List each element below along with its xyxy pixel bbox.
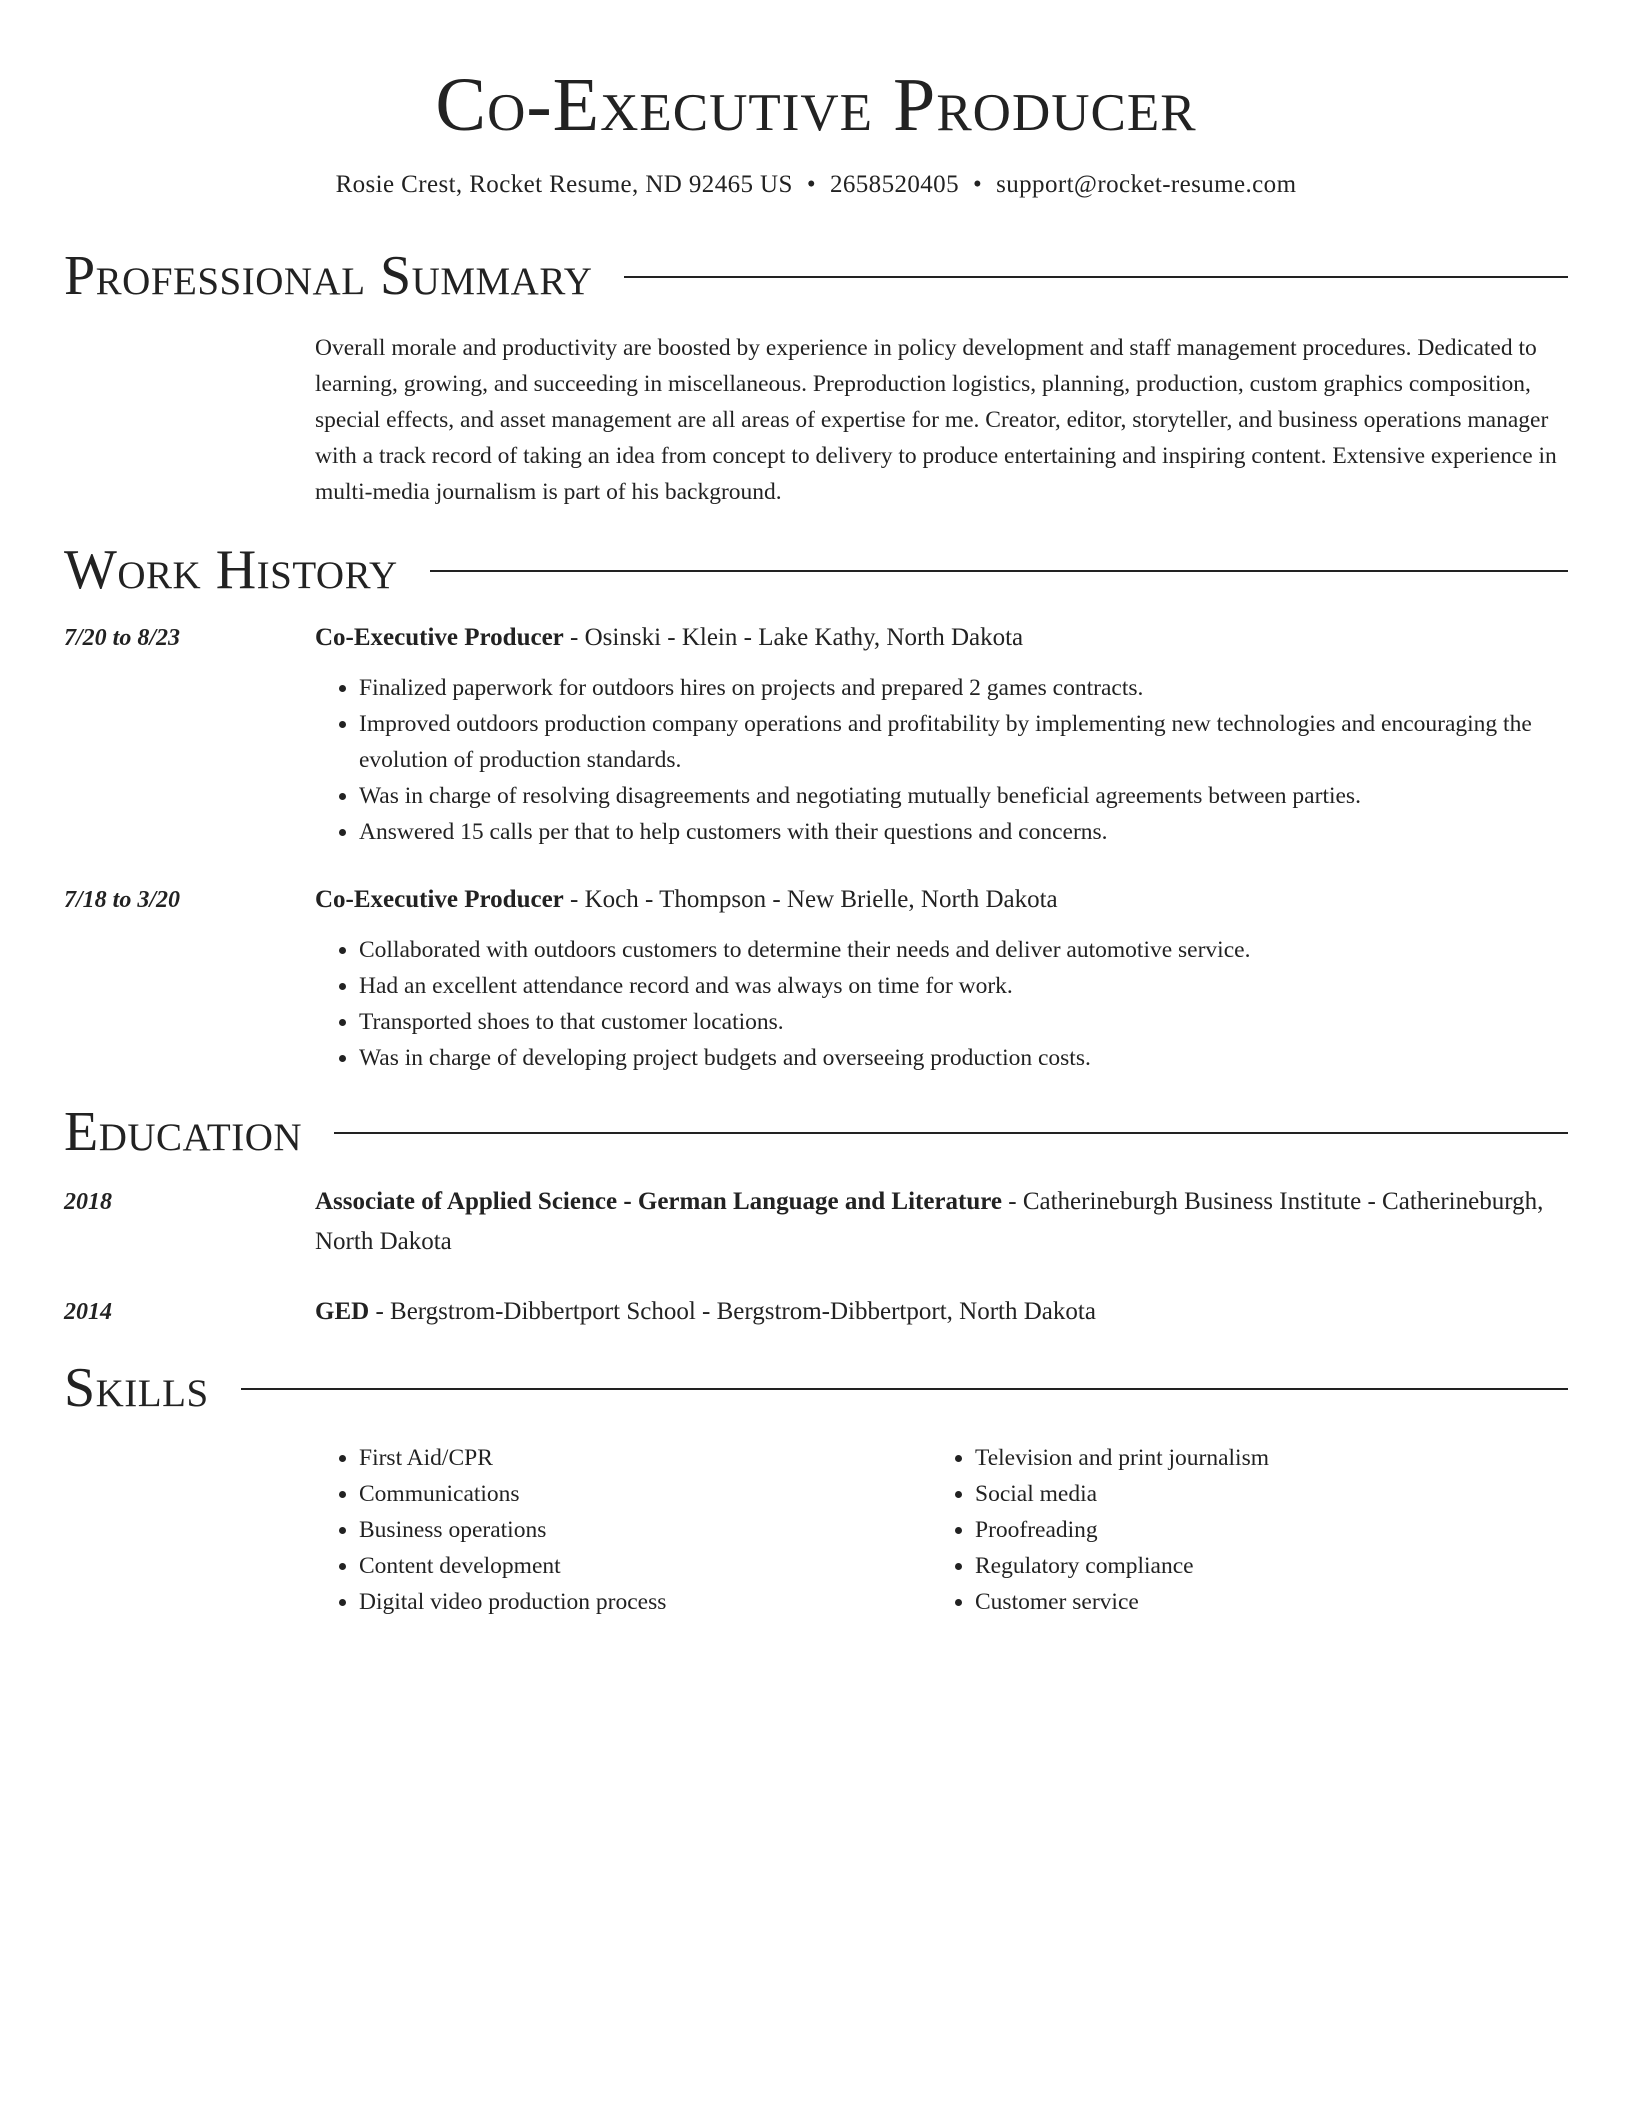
skill-item: • First Aid/CPR xyxy=(359,1440,931,1476)
section-divider xyxy=(334,1132,1568,1134)
job-entry xyxy=(64,618,1568,850)
section-divider xyxy=(241,1388,1568,1390)
education-details: - Catherineburgh Business Institute - Catherineburgh, North Dakota xyxy=(315,1188,1544,1255)
list-item: • Answered 15 calls per that to help customers with their questions and concerns. xyxy=(359,814,1568,850)
skills-column-left xyxy=(315,1440,931,1620)
education-content xyxy=(315,1292,1568,1332)
section-title-work: Work History xyxy=(64,539,398,601)
job-heading xyxy=(315,618,1568,658)
skill-item: • Business operations xyxy=(359,1512,931,1548)
skill-item: • Communications xyxy=(359,1476,931,1512)
section-title-education: Education xyxy=(64,1101,303,1163)
skill-item: • Social media xyxy=(975,1476,1547,1512)
job-dates: 7/18 to 3/20 xyxy=(64,887,181,913)
list-item: • Finalized paperwork for outdoors hires on projects and prepared 2 games contracts. xyxy=(359,670,1568,706)
job-dates: 7/20 to 8/23 xyxy=(64,625,181,651)
contact-line xyxy=(64,168,1568,202)
section-divider xyxy=(624,276,1568,278)
skill-item: • Content development xyxy=(359,1548,931,1584)
summary-section-header xyxy=(64,244,1568,308)
education-details: - Bergstrom-Dibbertport School - Bergstrom-Dibbertport, North Dakota xyxy=(369,1298,1096,1325)
contact-phone: 2658520405 xyxy=(829,171,959,198)
list-item: • Was in charge of resolving disagreements and negotiating mutually beneficial agreements between parties. xyxy=(359,778,1568,814)
skill-item: • Customer service xyxy=(975,1584,1547,1620)
skill-item: • Regulatory compliance xyxy=(975,1548,1547,1584)
education-section-header xyxy=(64,1100,1568,1164)
contact-email: support@rocket-resume.com xyxy=(996,171,1297,198)
skill-item: • Digital video production process xyxy=(359,1584,931,1620)
job-content xyxy=(315,618,1568,850)
section-title-summary: Professional Summary xyxy=(64,245,593,307)
resume-name: Co-Executive Producer xyxy=(435,63,1197,147)
education-degree: Associate of Applied Science - German Language and Literature xyxy=(315,1188,1002,1215)
skill-item: • Television and print journalism xyxy=(975,1440,1547,1476)
contact-address: Rosie Crest, Rocket Resume, ND 92465 US xyxy=(335,171,793,198)
job-details: - Osinski - Klein - Lake Kathy, North Dakota xyxy=(563,624,1024,651)
education-entry xyxy=(64,1182,1568,1262)
resume-page xyxy=(64,0,1568,1620)
work-section-header xyxy=(64,538,1568,602)
skills-column-right xyxy=(931,1440,1547,1620)
list-item: • Improved outdoors production company operations and profitability by implementing new technologies and encouraging the evolution of production standards. xyxy=(359,706,1568,778)
list-item: • Transported shoes to that customer locations. xyxy=(359,1004,1568,1040)
contact-separator: • xyxy=(806,171,816,198)
skills-list xyxy=(315,1440,1568,1620)
education-degree: GED xyxy=(315,1298,370,1325)
list-item: • Had an excellent attendance record and was always on time for work. xyxy=(359,968,1568,1004)
list-item: • Collaborated with outdoors customers to determine their needs and deliver automotive service. xyxy=(359,932,1568,968)
education-content xyxy=(315,1182,1568,1262)
education-year: 2014 xyxy=(64,1299,112,1325)
skill-item: • Proofreading xyxy=(975,1512,1547,1548)
job-entry xyxy=(64,880,1568,1076)
skills-section-header xyxy=(64,1356,1568,1420)
summary-text: Overall morale and productivity are boosted by experience in policy development and staff management procedures. Dedicated to learning, growing, and succeeding in miscellaneous. Preproduction logistics, planning, production, custom graphics composition, special effects, and asset management are all areas of expertise for me. Creator, editor, storyteller, and business operations manager with a track record of taking an idea from concept to delivery to produce entertaining and inspiring content. Extensive experience in multi-media journalism is part of his background. xyxy=(315,335,1557,505)
job-role: Co-Executive Producer xyxy=(315,886,564,913)
section-title-skills: Skills xyxy=(64,1357,209,1419)
job-heading xyxy=(315,880,1568,920)
job-bullets xyxy=(315,932,1568,1076)
job-bullets xyxy=(315,670,1568,850)
education-year: 2018 xyxy=(64,1189,112,1215)
list-item: • Was in charge of developing project budgets and overseeing production costs. xyxy=(359,1040,1568,1076)
job-content xyxy=(315,880,1568,1076)
job-details: - Koch - Thompson - New Brielle, North Dakota xyxy=(563,886,1058,913)
job-role: Co-Executive Producer xyxy=(315,624,564,651)
education-entry xyxy=(64,1292,1568,1332)
contact-separator: • xyxy=(972,171,983,198)
section-divider xyxy=(430,570,1568,572)
